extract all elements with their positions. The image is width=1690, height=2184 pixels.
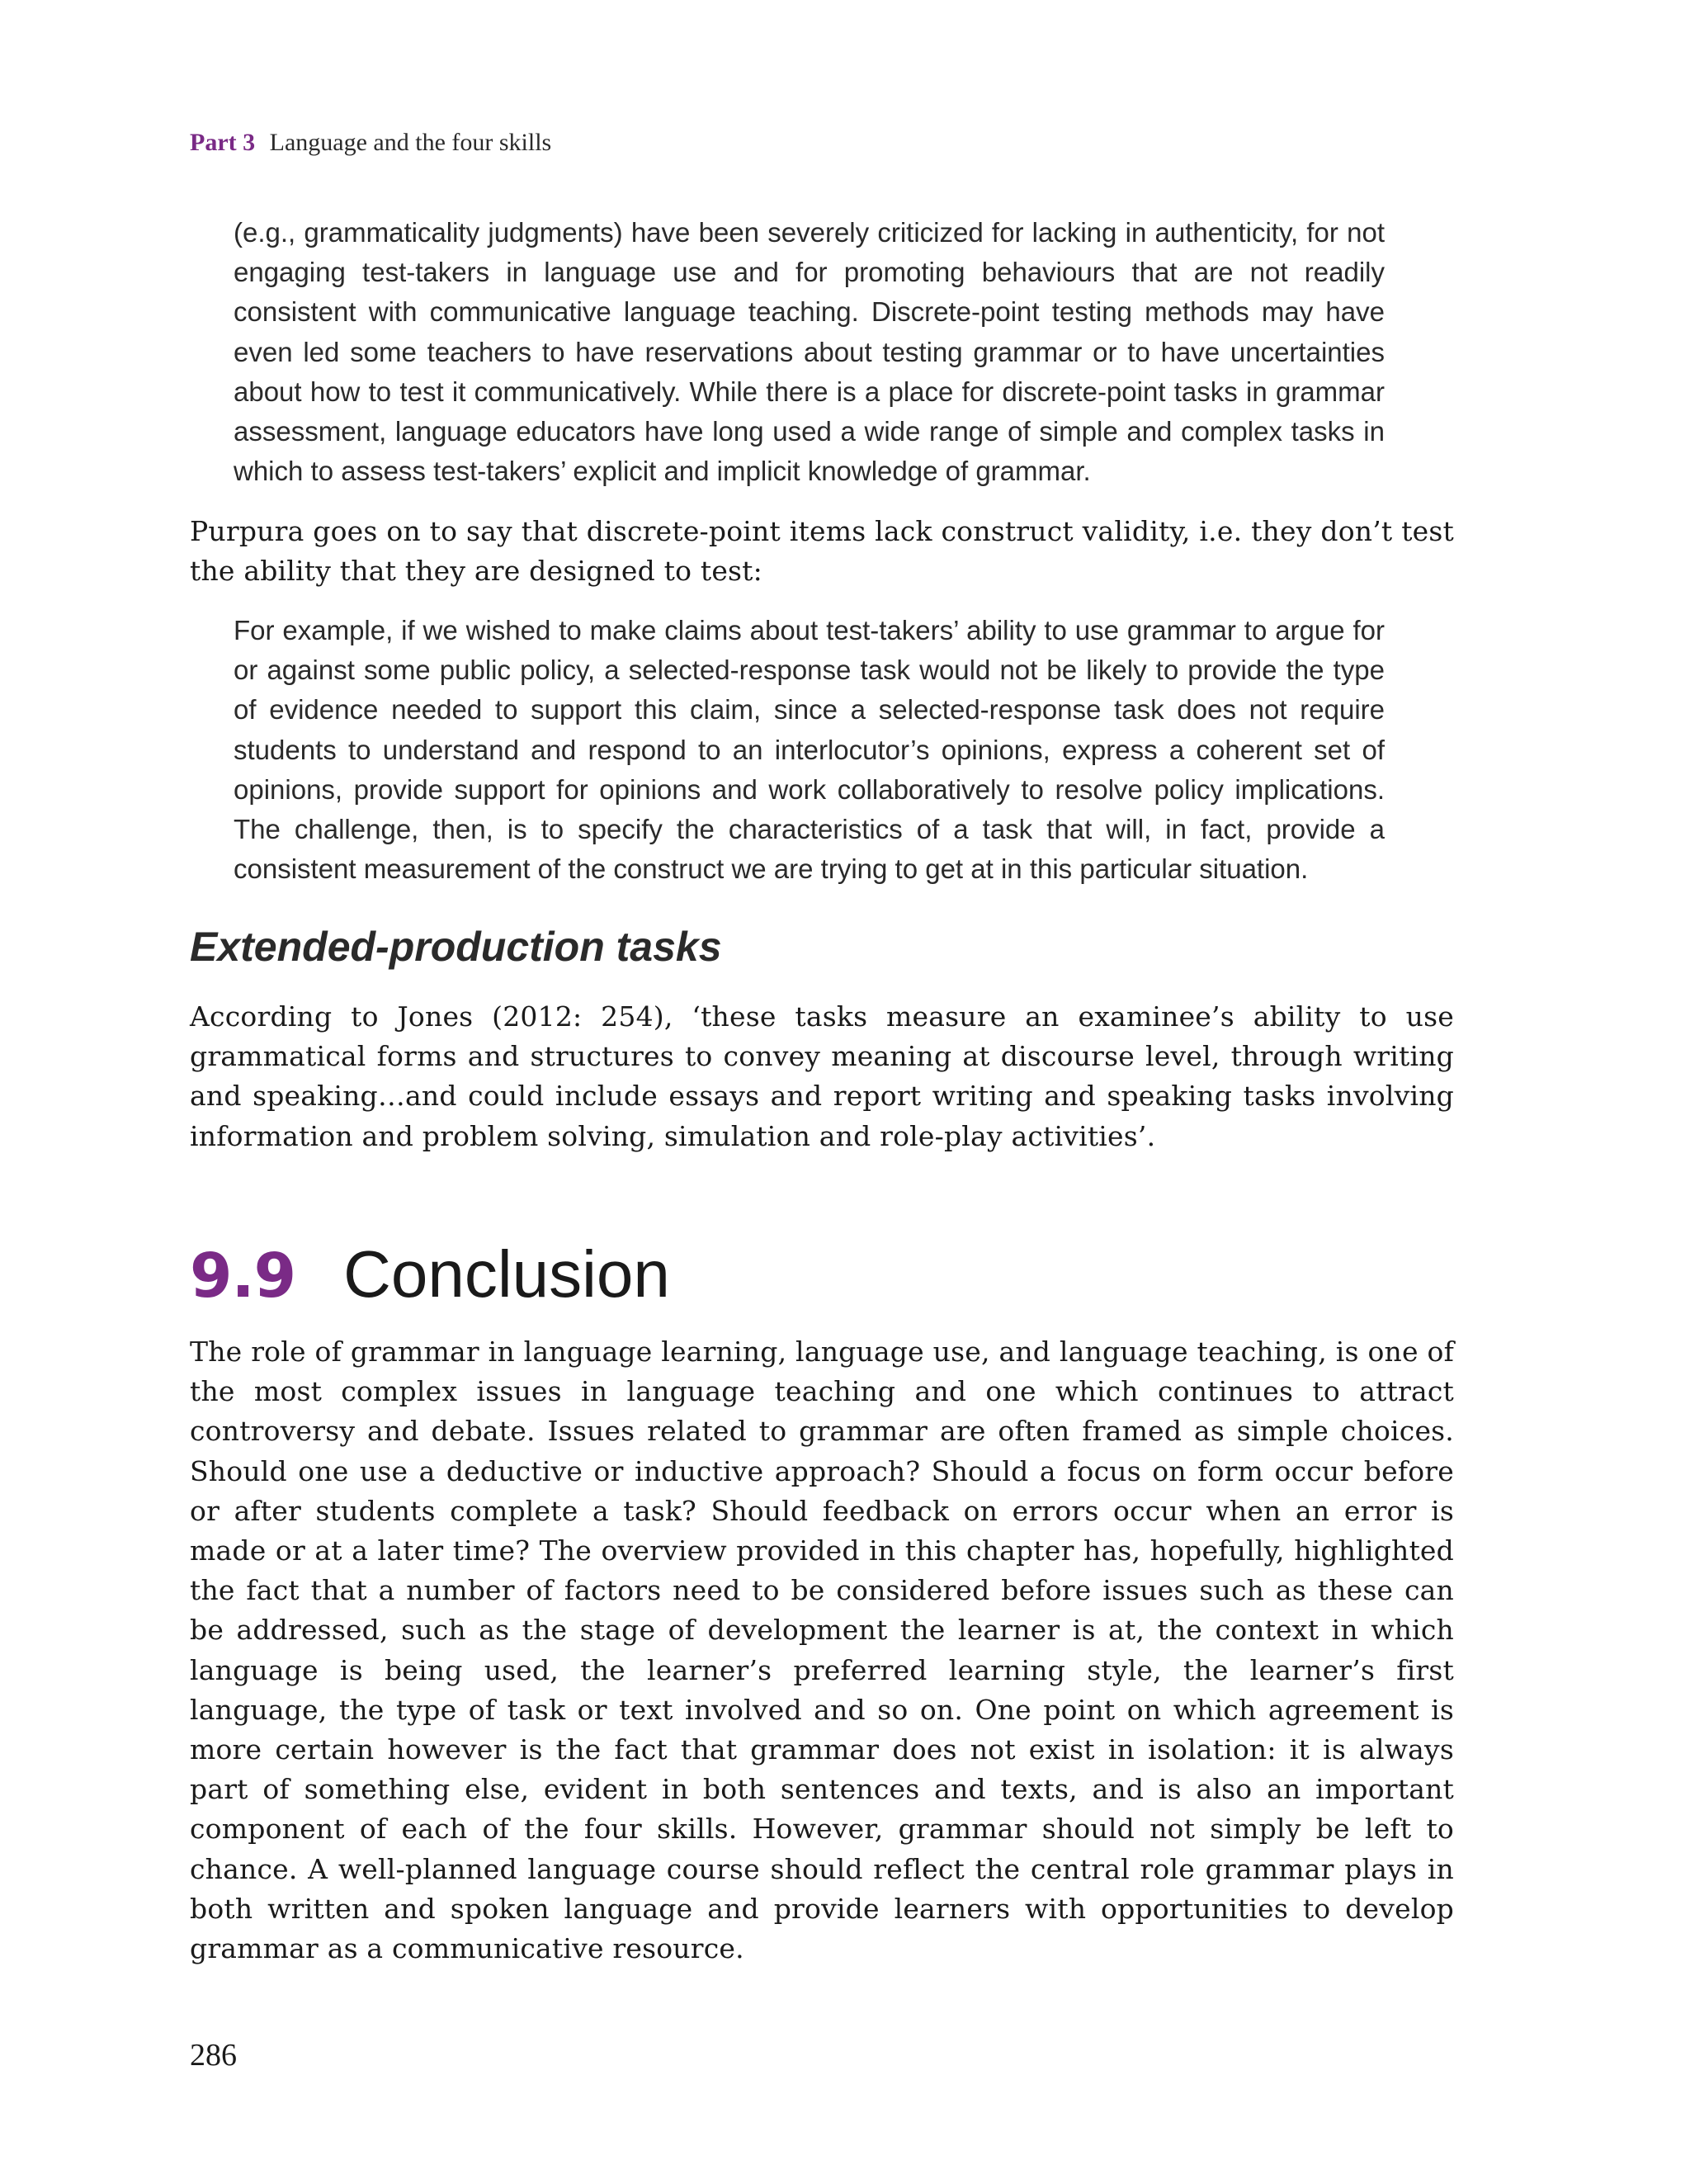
body-paragraph-3: The role of grammar in language learning, language use, and language teaching, is one of the most complex issues in language teaching and one which continues to attract controversy and debate. Issues related to grammar are often framed as simple choices. Should one use a deductive or inductive approach? Should a focus on form occur before or after students complete a task? Should feedback on errors occur when an error is made or at a later time? The overview provided in this chapter has, hopefully, highlighted the fact that a number of factors need to be considered before issues such as these can be addressed, such as the stage of development the learner is at, the context in which language is being used, the learner’s preferred learning style, the learner’s first language, the type of task or text involved and so on. One point on which agreement is more certain however is the fact that grammar does not exist in isolation: it is always part of something else, evident in both sentences and texts, and is also an important component of each of the four skills. However, grammar should not simply be left to chance. A well-planned language course should reflect the central role grammar plays in both written and spoken language and provide learners with opportunities to develop grammar as a communicative resource. [190,1335,1454,1965]
section-title: Conclusion [343,1237,670,1311]
block-quote-1: (e.g., grammaticality judgments) have been severely criticized for lacking in authenticity, for not engaging test-takers in language use and for promoting behaviours that are not readily consistent with communicative language teaching. Discrete-point testing methods may have even led some teachers to have reservations about testing grammar or to have uncertainties about how to test it communicatively. While there is a place for discrete-point tasks in grammar assessment, language educators have long used a wide range of simple and complex tasks in which to assess test-takers’ explicit and implicit knowledge of grammar. [234,217,1385,487]
section-heading [190,1236,670,1312]
section-number: 9.9 [190,1241,296,1312]
body-paragraph-2: According to Jones (2012: 254), ‘these tasks measure an examinee’s ability to use grammatical forms and structures to convey meaning at discourse level, through writing and speaking…and could include essays and report writing and speaking tasks involving information and problem solving, simulation and role-play activities’. [190,1000,1454,1152]
body-paragraph-1: Purpura goes on to say that discrete-point items lack construct validity, i.e. they don’t test the ability that they are designed to test: [190,515,1454,588]
running-head-part: Part 3 [190,129,256,156]
block-quote-2: For example, if we wished to make claims about test-takers’ ability to use grammar to argue for or against some public policy, a selected-response task would not be likely to provide the type of evidence needed to support this claim, since a selected-response task does not require students to understand and respond to an interlocutor’s opinions, express a coherent set of opinions, provide support for opinions and work collaboratively to resolve policy implications. The challenge, then, is to specify the characteristics of a task that will, in fact, provide a consistent measurement of the construct we are trying to get at in this particular situation. [234,615,1385,885]
subheading-extended-production: Extended-production tasks [190,924,722,970]
running-head-title: Language and the four skills [269,129,552,156]
running-head [190,129,551,157]
page-number: 286 [190,2038,237,2073]
